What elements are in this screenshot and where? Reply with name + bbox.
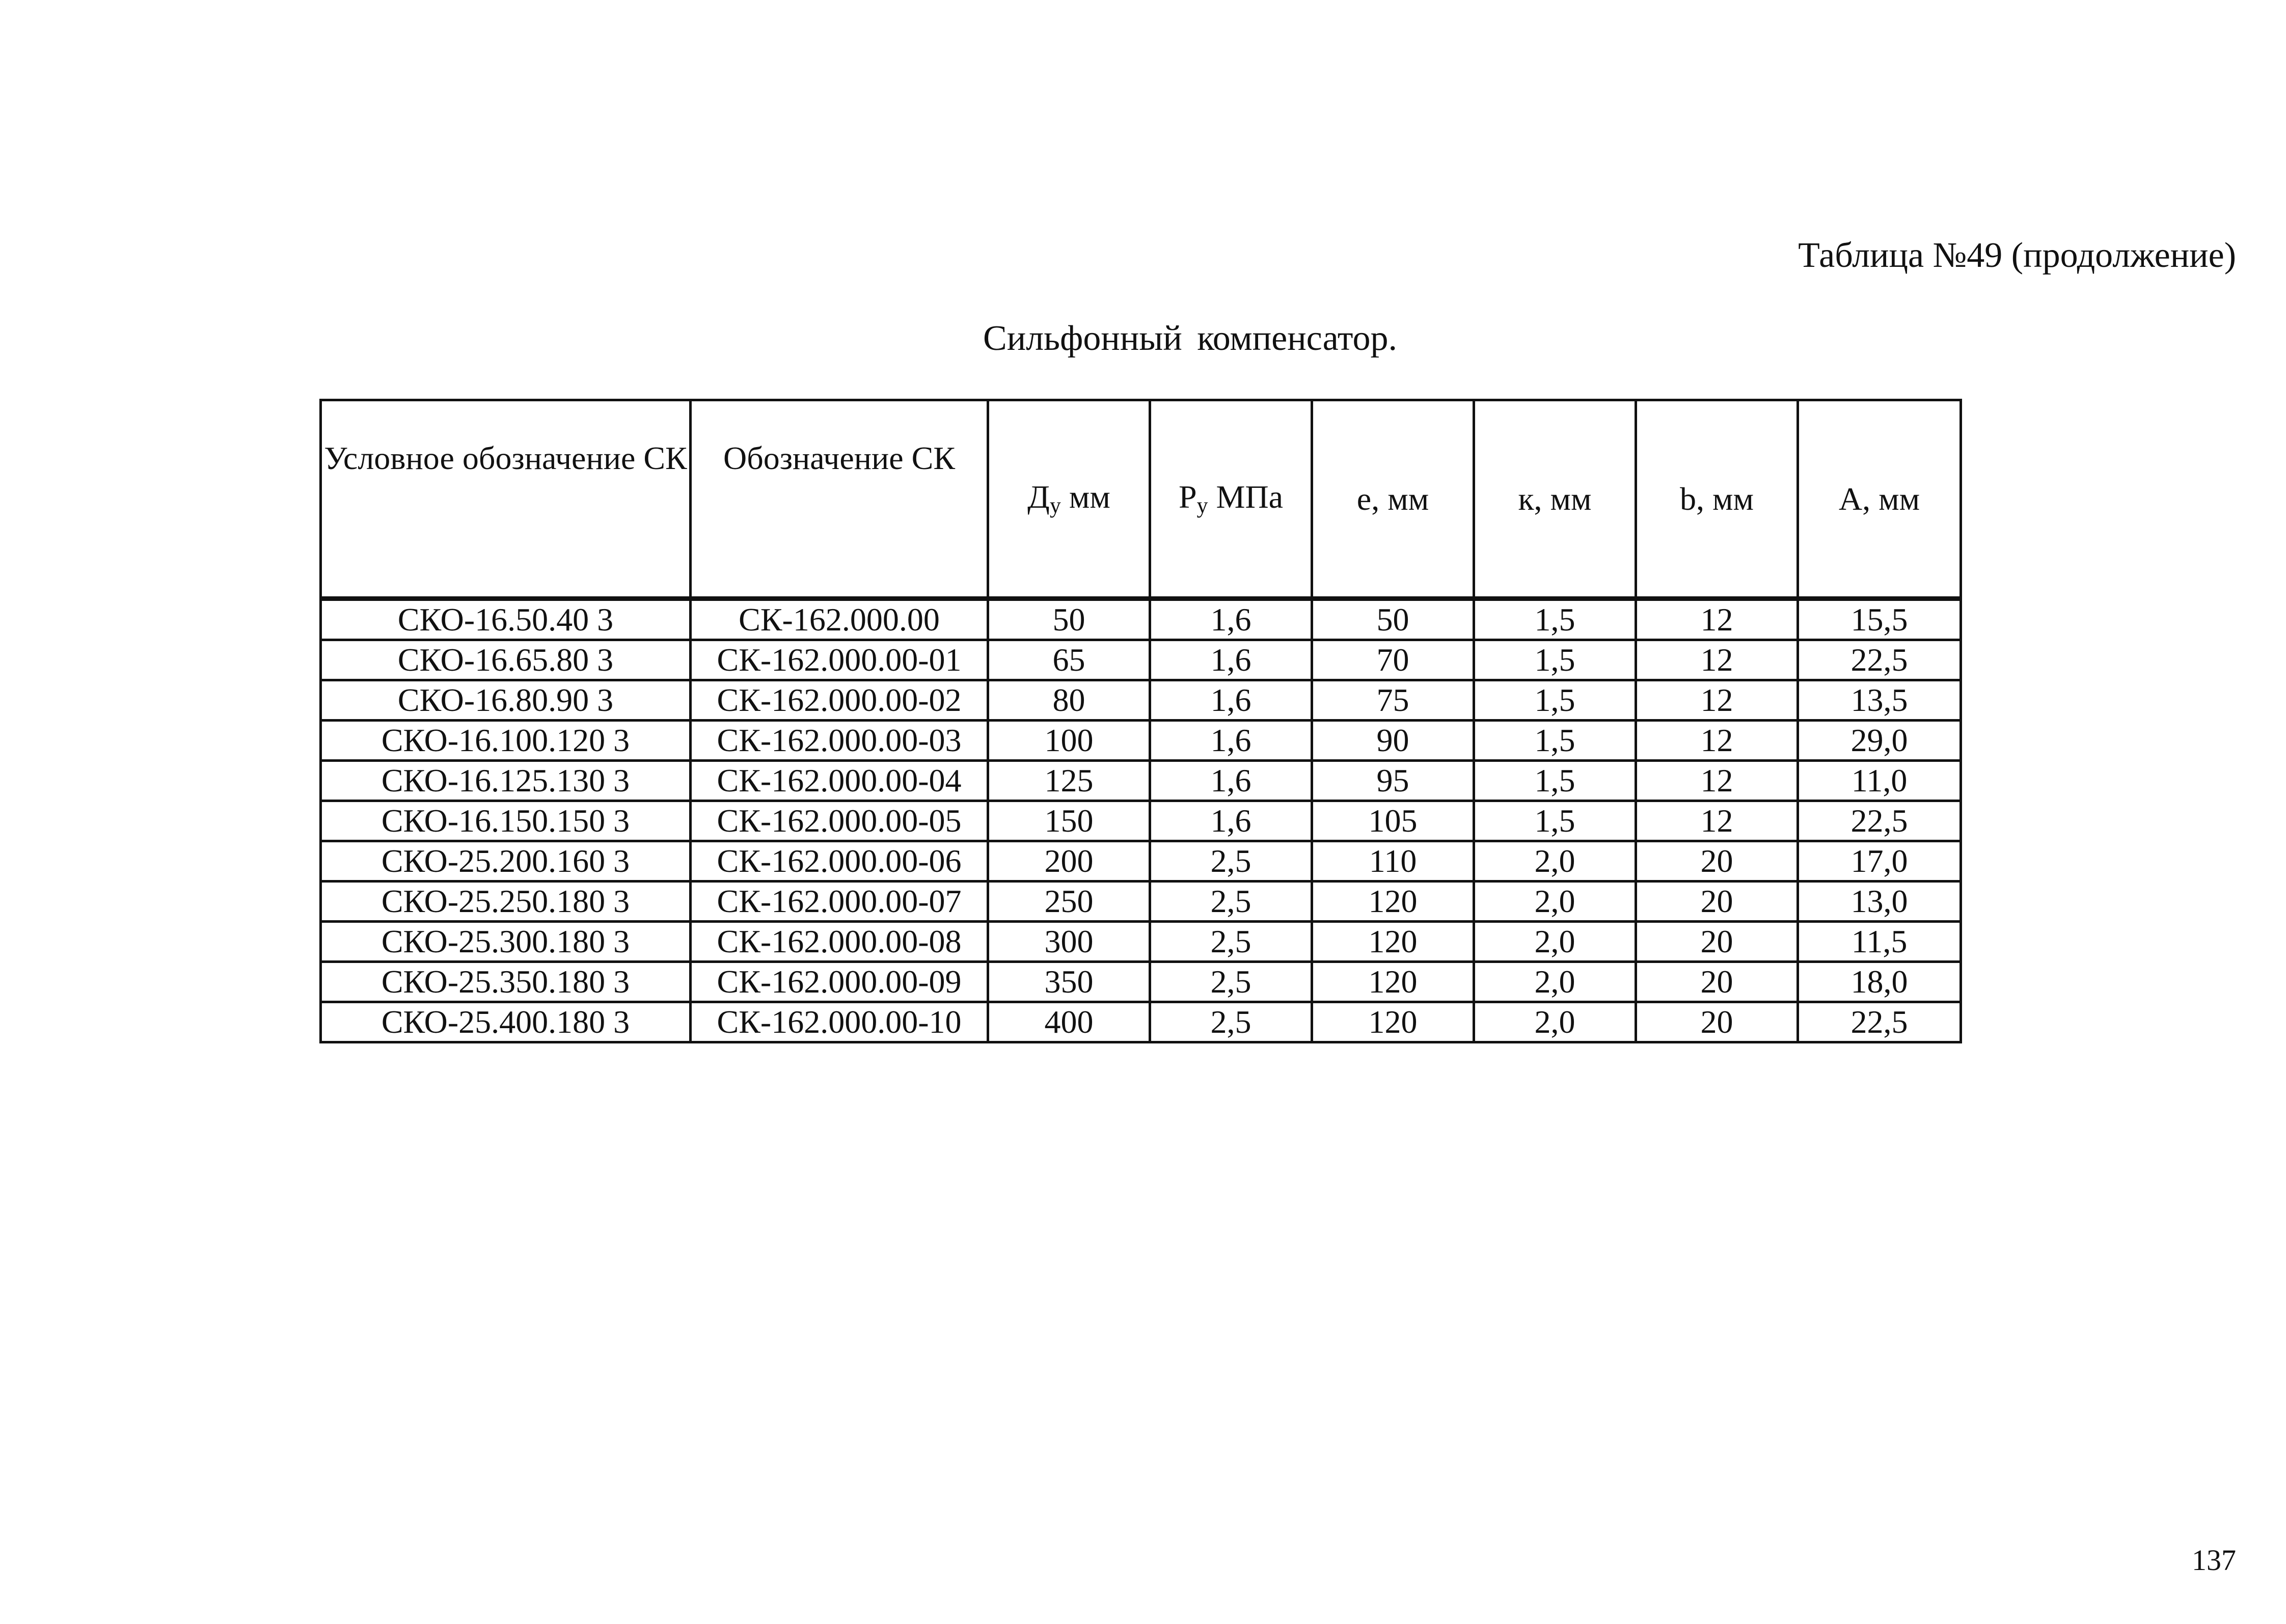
cell-du: 100: [988, 721, 1150, 761]
cell-pu: 1,6: [1150, 680, 1312, 721]
cell-conditional-designation: СКО-25.300.180 3: [321, 922, 691, 962]
cell-k: 1,5: [1474, 599, 1636, 640]
header-conditional-designation: Условное обозначение СК: [321, 400, 691, 599]
header-pu-symbol: Р: [1178, 479, 1197, 515]
cell-e: 120: [1312, 1002, 1474, 1042]
cell-k: 1,5: [1474, 801, 1636, 841]
cell-designation: СК-162.000.00-04: [691, 761, 988, 801]
cell-b: 20: [1636, 1002, 1798, 1042]
header-pu-unit: МПа: [1208, 479, 1284, 515]
cell-k: 2,0: [1474, 962, 1636, 1002]
cell-a: 13,5: [1798, 680, 1961, 721]
cell-du: 250: [988, 882, 1150, 922]
cell-a: 13,0: [1798, 882, 1961, 922]
table-header-row: [321, 400, 1961, 599]
cell-pu: 1,6: [1150, 761, 1312, 801]
compensator-table: [319, 399, 1962, 1043]
cell-e: 90: [1312, 721, 1474, 761]
cell-du: 300: [988, 922, 1150, 962]
cell-a: 11,5: [1798, 922, 1961, 962]
cell-du: 65: [988, 640, 1150, 680]
table-row: [321, 721, 1961, 761]
cell-e: 95: [1312, 761, 1474, 801]
page-number: 137: [2192, 1544, 2236, 1577]
header-designation: Обозначение СК: [691, 400, 988, 599]
cell-conditional-designation: СКО-16.100.120 3: [321, 721, 691, 761]
table-row: [321, 680, 1961, 721]
cell-k: 2,0: [1474, 922, 1636, 962]
cell-e: 120: [1312, 882, 1474, 922]
cell-b: 12: [1636, 721, 1798, 761]
cell-du: 200: [988, 841, 1150, 882]
header-nominal-diameter: [988, 400, 1150, 599]
cell-a: 11,0: [1798, 761, 1961, 801]
cell-k: 1,5: [1474, 721, 1636, 761]
cell-designation: СК-162.000.00-05: [691, 801, 988, 841]
cell-du: 80: [988, 680, 1150, 721]
cell-designation: СК-162.000.00: [691, 599, 988, 640]
cell-a: 22,5: [1798, 1002, 1961, 1042]
cell-conditional-designation: СКО-16.65.80 3: [321, 640, 691, 680]
cell-e: 70: [1312, 640, 1474, 680]
table-row: [321, 801, 1961, 841]
cell-pu: 1,6: [1150, 801, 1312, 841]
cell-du: 400: [988, 1002, 1150, 1042]
cell-b: 12: [1636, 801, 1798, 841]
cell-a: 17,0: [1798, 841, 1961, 882]
cell-pu: 1,6: [1150, 599, 1312, 640]
document-title: Сильфонный компенсатор.: [983, 319, 1398, 358]
cell-e: 120: [1312, 962, 1474, 1002]
cell-k: 2,0: [1474, 841, 1636, 882]
cell-k: 2,0: [1474, 1002, 1636, 1042]
cell-a: 15,5: [1798, 599, 1961, 640]
cell-designation: СК-162.000.00-02: [691, 680, 988, 721]
cell-designation: СК-162.000.00-03: [691, 721, 988, 761]
cell-pu: 2,5: [1150, 1002, 1312, 1042]
header-nominal-pressure: [1150, 400, 1312, 599]
table-row: [321, 962, 1961, 1002]
cell-k: 1,5: [1474, 680, 1636, 721]
cell-du: 125: [988, 761, 1150, 801]
table-row: [321, 1002, 1961, 1042]
table-caption: Таблица №49 (продолжение): [1798, 236, 2236, 275]
cell-pu: 2,5: [1150, 841, 1312, 882]
header-e: е, мм: [1312, 400, 1474, 599]
cell-a: 22,5: [1798, 640, 1961, 680]
cell-b: 20: [1636, 841, 1798, 882]
cell-b: 12: [1636, 640, 1798, 680]
cell-conditional-designation: СКО-16.80.90 3: [321, 680, 691, 721]
cell-designation: СК-162.000.00-06: [691, 841, 988, 882]
cell-du: 50: [988, 599, 1150, 640]
header-du-unit: мм: [1060, 479, 1110, 515]
table-row: [321, 882, 1961, 922]
cell-e: 110: [1312, 841, 1474, 882]
cell-a: 22,5: [1798, 801, 1961, 841]
header-a: А, мм: [1798, 400, 1961, 599]
header-du-subscript: у: [1049, 493, 1061, 518]
cell-b: 12: [1636, 761, 1798, 801]
cell-b: 20: [1636, 882, 1798, 922]
table-row: [321, 841, 1961, 882]
cell-k: 2,0: [1474, 882, 1636, 922]
cell-conditional-designation: СКО-25.350.180 3: [321, 962, 691, 1002]
cell-designation: СК-162.000.00-07: [691, 882, 988, 922]
table-row: [321, 922, 1961, 962]
cell-conditional-designation: СКО-25.200.160 3: [321, 841, 691, 882]
cell-designation: СК-162.000.00-01: [691, 640, 988, 680]
cell-e: 105: [1312, 801, 1474, 841]
cell-pu: 1,6: [1150, 721, 1312, 761]
header-k: к, мм: [1474, 400, 1636, 599]
cell-a: 29,0: [1798, 721, 1961, 761]
table-row: [321, 761, 1961, 801]
cell-du: 150: [988, 801, 1150, 841]
cell-conditional-designation: СКО-16.150.150 3: [321, 801, 691, 841]
cell-b: 20: [1636, 962, 1798, 1002]
cell-designation: СК-162.000.00-09: [691, 962, 988, 1002]
cell-conditional-designation: СКО-25.400.180 3: [321, 1002, 691, 1042]
cell-conditional-designation: СКО-25.250.180 3: [321, 882, 691, 922]
cell-k: 1,5: [1474, 640, 1636, 680]
cell-pu: 1,6: [1150, 640, 1312, 680]
cell-a: 18,0: [1798, 962, 1961, 1002]
cell-k: 1,5: [1474, 761, 1636, 801]
cell-designation: СК-162.000.00-10: [691, 1002, 988, 1042]
cell-conditional-designation: СКО-16.50.40 3: [321, 599, 691, 640]
table-row: [321, 640, 1961, 680]
header-b: b, мм: [1636, 400, 1798, 599]
cell-e: 120: [1312, 922, 1474, 962]
cell-pu: 2,5: [1150, 882, 1312, 922]
cell-pu: 2,5: [1150, 922, 1312, 962]
cell-pu: 2,5: [1150, 962, 1312, 1002]
cell-b: 12: [1636, 680, 1798, 721]
header-pu-subscript: у: [1196, 493, 1208, 518]
cell-e: 75: [1312, 680, 1474, 721]
cell-conditional-designation: СКО-16.125.130 3: [321, 761, 691, 801]
cell-du: 350: [988, 962, 1150, 1002]
header-du-symbol: Д: [1027, 479, 1050, 515]
cell-designation: СК-162.000.00-08: [691, 922, 988, 962]
cell-b: 20: [1636, 922, 1798, 962]
table-body: [321, 599, 1961, 1042]
cell-e: 50: [1312, 599, 1474, 640]
cell-b: 12: [1636, 599, 1798, 640]
table-row: [321, 599, 1961, 640]
